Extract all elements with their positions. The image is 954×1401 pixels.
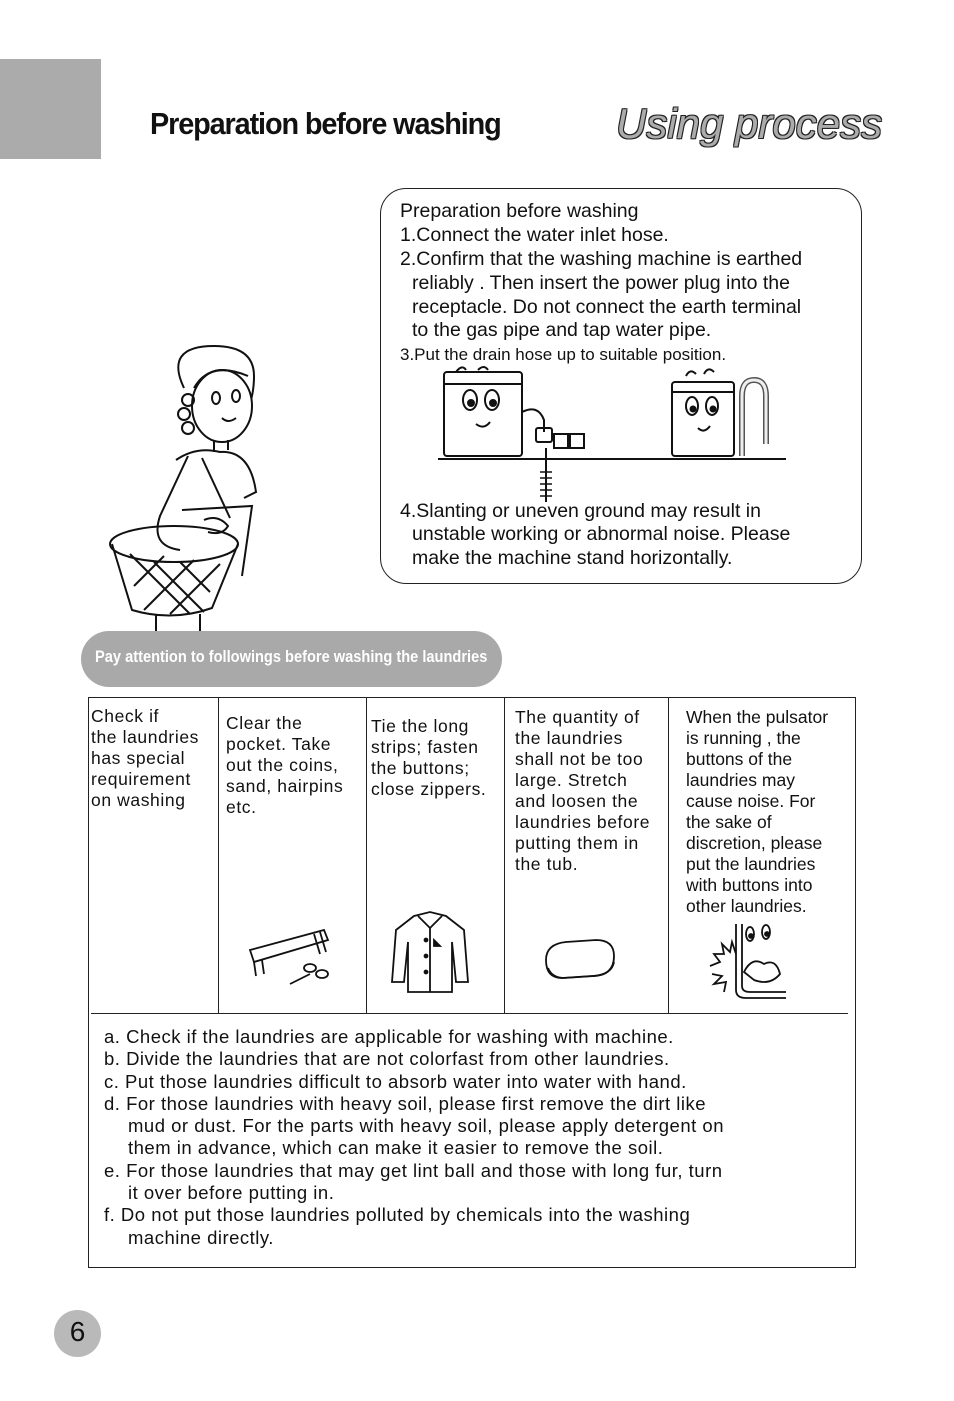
note-e-continued: it over before putting in. [128,1182,335,1204]
column-divider [668,697,669,1013]
note-b: b. Divide the laundries that are not colorfast from other laundries. [104,1048,670,1070]
laundry-basket-icon [110,526,238,616]
prep-step-4-line-1: 4.Slanting or uneven ground may result in [400,500,761,522]
washing-machines-illustration [436,362,796,508]
washing-notes [104,1026,724,1249]
prep-step-1: 1.Connect the water inlet hose. [400,224,669,246]
washing-machine-left-icon [444,367,584,456]
prep-step-4-line-3: make the machine stand horizontally. [412,547,733,569]
prep-step-4-line-2: unstable working or abnormal noise. Please [412,523,791,545]
note-d-continued: mud or dust. For the parts with heavy soil, please apply detergent on [128,1115,724,1137]
table-cell-pocket: Clear the pocket. Take out the coins, sand, hairpins etc. [226,713,344,817]
note-e: e. For those laundries that may get lint ball and those with long fur, turn [104,1159,723,1181]
note-c: c. Put those laundries difficult to absorb water into water with hand. [104,1070,687,1092]
table-row-divider [91,1013,848,1014]
prep-step-2-line-1: 2.Confirm that the washing machine is earthed [400,248,803,270]
comb-and-coins-icon [246,924,338,990]
attention-banner-text: Pay attention to followings before washing the laundries [95,647,488,666]
page-number: 6 [69,1316,86,1347]
prep-step-2-line-4: to the gas pipe and tap water pipe. [412,319,712,341]
shirt-icon [388,910,470,994]
note-f-continued: machine directly. [128,1226,274,1248]
washing-machine-right-icon [672,369,766,456]
prep-step-2-line-3: receptacle. Do not connect the earth terminal [412,296,802,318]
woman-with-basket-illustration [104,340,284,632]
folded-cloth-icon [542,938,618,984]
column-divider [504,697,505,1013]
column-divider [218,697,219,1013]
table-cell-check: Check if the laundries has special requirement on washing [91,706,200,810]
table-cell-quantity: The quantity of the laundries shall not be too large. Stretch and loosen the laundries before putting them in the tub. [515,707,651,874]
prep-step-2-line-2: reliably . Then insert the power plug into the [412,272,790,294]
page-title: Preparation before washing [150,106,501,141]
column-divider [366,697,367,1013]
preparation-heading: Preparation before washing [400,200,639,222]
note-d-continued: them in advance, which can make it easier to remove the soil. [128,1137,664,1159]
note-f: f. Do not put those laundries polluted by chemicals into the washing [104,1204,691,1226]
noisy-drum-icon [706,916,788,1006]
section-title: Using process [616,100,883,147]
table-cell-pulsator: When the pulsator is running , the buttons of the laundries may cause noise. For the sake of discretion, please put the laundries with buttons into other laundries. [686,707,829,916]
note-d: d. For those laundries with heavy soil, please first remove the dirt like [104,1092,707,1114]
prep-step-3: 3.Put the drain hose up to suitable position. [400,345,727,364]
section-tab [0,59,101,159]
table-cell-tie-strips: Tie the long strips; fasten the buttons; close zippers. [371,716,487,799]
note-a: a. Check if the laundries are applicable for washing with machine. [104,1026,674,1047]
